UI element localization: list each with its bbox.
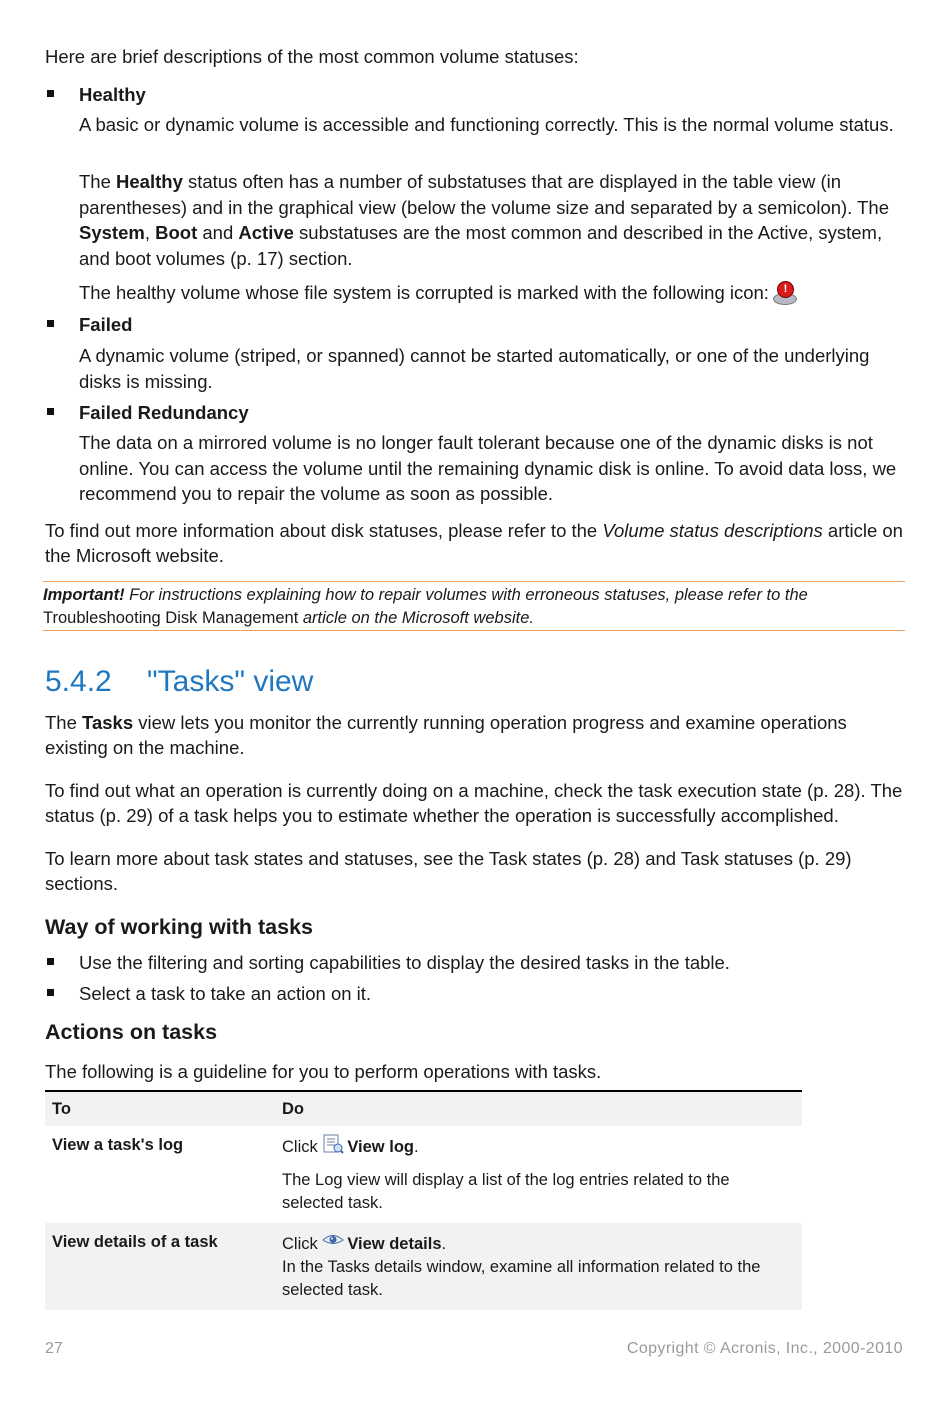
way-heading: Way of working with tasks <box>45 915 313 939</box>
section-heading: 5.4.2 "Tasks" view <box>45 665 314 698</box>
view-details-label[interactable]: View details <box>347 1235 442 1253</box>
row-do: Click View log. The Log view will display a list of the log entries related to the selected task. <box>275 1126 802 1223</box>
bullet-square-icon <box>47 408 54 415</box>
failed-description: A dynamic volume (striped, or spanned) cannot be started automatically, or one of the underlying disks is missing. <box>79 345 870 392</box>
actions-intro: The following is a guideline for you to perform operations with tasks. <box>45 1061 602 1082</box>
table-row <box>45 1223 802 1310</box>
tasks-statuses-text: To learn more about task states and statuses, see the Task states (p. 28) and Task statuses (p. 29) sections. <box>45 848 852 894</box>
page-number: 27 <box>45 1340 63 1357</box>
status-heading: Healthy <box>79 84 146 105</box>
bullet-square-icon <box>47 958 54 965</box>
column-header-to: To <box>45 1091 275 1126</box>
row-note: In the Tasks details window, examine all information related to the selected task. <box>282 1258 761 1299</box>
status-heading: Failed <box>79 314 133 335</box>
more-info-text: To find out more information about disk statuses, please refer to the Volume status descriptions article on the Microsoft website. <box>45 520 903 566</box>
row-note: The Log view will display a list of the log entries related to the selected task. <box>282 1171 730 1212</box>
tasks-intro: The Tasks view lets you monitor the currently running operation progress and examine operations existing on the machine. <box>45 712 847 758</box>
corrupted-volume-icon: ! <box>773 281 795 303</box>
bullet-square-icon <box>47 989 54 996</box>
intro-text: Here are brief descriptions of the most common volume statuses: <box>45 46 579 67</box>
bullet-square-icon <box>47 320 54 327</box>
row-to: View details of a task <box>45 1223 275 1310</box>
healthy-description: A basic or dynamic volume is accessible and functioning correctly. This is the normal volume status. <box>79 114 894 135</box>
table-header-row <box>45 1091 802 1126</box>
corrupted-volume-text: The healthy volume whose file system is corrupted is marked with the following icon: ! <box>79 280 905 306</box>
view-log-icon[interactable] <box>322 1134 344 1154</box>
healthy-substatus-text: The Healthy status often has a number of substatuses that are displayed in the table view (in parentheses) and in the graphical view (below the volume size and separated by a semicolon). The System, Boot and Active substatuses are the most common and described in the Active, system, and boot volumes (p. 17) section. <box>79 171 890 269</box>
column-header-do: Do <box>275 1091 802 1126</box>
table-row <box>45 1126 802 1223</box>
page-footer <box>45 1340 903 1358</box>
failed-redundancy-description: The data on a mirrored volume is no longer fault tolerant because one of the dynamic disks is not online. You can access the volume until the remaining dynamic disk is online. To avoid data loss, we recommend you to repair the volume as soon as possible. <box>79 432 897 504</box>
row-to: View a task's log <box>52 1136 184 1154</box>
view-log-label[interactable]: View log <box>347 1138 414 1156</box>
status-heading: Failed Redundancy <box>79 402 249 423</box>
bullet-square-icon <box>47 90 54 97</box>
row-do: Click View details. In the Tasks details window, examine all information related to the selected task. <box>275 1223 802 1310</box>
actions-heading: Actions on tasks <box>45 1020 218 1044</box>
copyright-text: Copyright © Acronis, Inc., 2000-2010 <box>626 1340 903 1357</box>
actions-table <box>45 1090 802 1310</box>
view-details-eye-icon[interactable] <box>322 1231 344 1251</box>
important-note: Important! For instructions explaining how to repair volumes with erroneous statuses, please refer to the Troubleshooting Disk Management article on the Microsoft website. <box>43 581 905 631</box>
tasks-state-text: To find out what an operation is currently doing on a machine, check the task execution state (p. 28). The status (p. 29) of a task helps you to estimate whether the operation is successfully accomplished. <box>45 780 903 826</box>
